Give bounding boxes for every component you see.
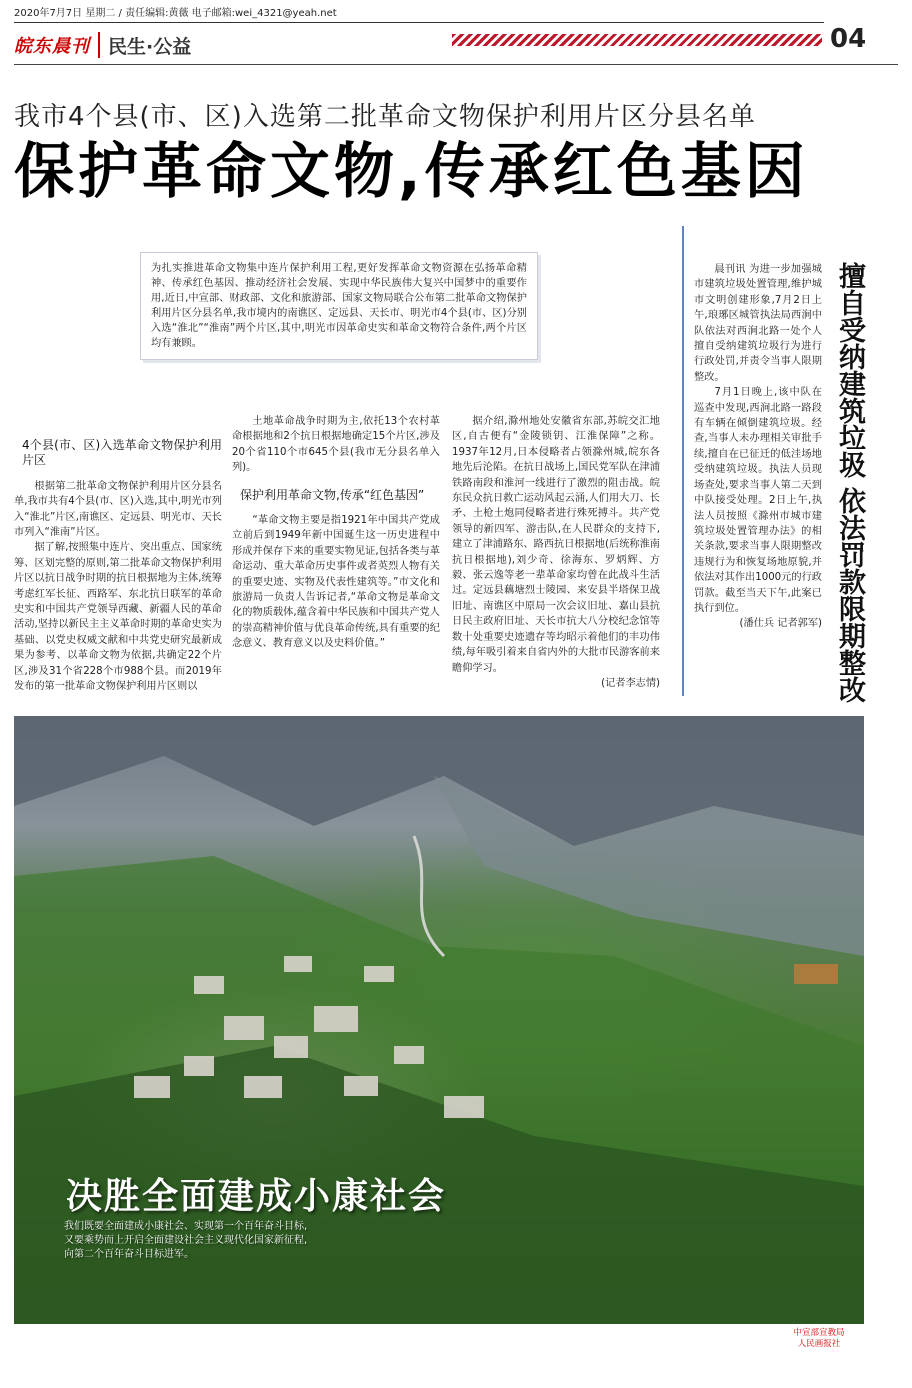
sidebar-divider xyxy=(682,226,684,696)
top-divider xyxy=(14,22,824,23)
paper-name: 皖东晨刊 xyxy=(14,36,90,57)
column-1-paragraph: 根据第二批革命文物保护利用片区分县名单,我市共有4个县(市、区)入选,其中,明光市列入“淮北”片区,南谯区、定远县、明光市、天长市列入“淮南”片区。 xyxy=(14,480,222,539)
photo-caption xyxy=(64,1220,364,1262)
issue-meta: 2020年7月7日 星期二 / 责任编辑:黄薇 电子邮箱:wei_4321@yeah.net xyxy=(14,8,337,19)
article-subhead: 我市4个县(市、区)入选第二批革命文物保护利用片区分县名单 xyxy=(14,102,756,132)
photo-credit-line: 人民画报社 xyxy=(797,1339,841,1349)
column-1-heading: 4个县(市、区)入选革命文物保护利用片区 xyxy=(22,438,222,468)
article-headline: 保护革命文物,传承红色基因 xyxy=(14,137,809,207)
sidebar-story xyxy=(694,262,822,682)
masthead-separator xyxy=(98,32,100,58)
article-column-2 xyxy=(232,414,440,714)
sidebar-headline: 擅自受纳建筑垃圾 依法罚款限期整改 xyxy=(834,262,865,704)
sidebar-paragraph: 晨刊讯 为进一步加强城市建筑垃圾处置管理,维护城市文明创建形象,7月2日上午,琅琊区城管执法局西涧中队依法对西涧北路一处个人擅自受纳建筑垃圾行为进行行政处罚,并责令当事人限期整改。 xyxy=(694,264,822,383)
column-2-paragraph: 土地革命战争时期为主,依托13个农村革命根据地和2个抗日根据地确定15个片区,涉及20个省110个市645个县(我市无分县名单入列)。 xyxy=(232,416,440,474)
masthead xyxy=(14,28,191,62)
column-2-heading: 保护利用革命文物,传承“红色基因” xyxy=(240,487,425,502)
sidebar-byline: (潘仕兵 记者郭军) xyxy=(739,618,822,630)
masthead-stripe-bar xyxy=(452,34,822,46)
photo-credit-line: 中宣部宣教局 xyxy=(793,1328,845,1338)
photo-caption-line: 我们既要全面建成小康社会、实现第一个百年奋斗目标, xyxy=(64,1221,308,1232)
section-name: 民生·公益 xyxy=(108,35,192,58)
article-lead: 为扎实推进革命文物集中连片保护利用工程,更好发挥革命文物资源在弘扬革命精神、传承红色基因、推动经济社会发展、实现中华民族伟大复兴中国梦中的重要作用,近日,中宣部、财政部、文化和旅游部、国家文物局联合公布第二批革命文物保护利用片区分县名单,我市境内的南谯区、定远县、天长市、明光市4个县(市、区)分别入选“淮北”“淮南”两个片区,其中,明光市因革命史实和革命文物符合条件,两个片区均有兼顾。 xyxy=(140,252,538,360)
photo-caption-line: 向第二个百年奋斗目标进军。 xyxy=(64,1249,194,1260)
column-3-paragraph: 据介绍,滁州地处安徽省东部,苏皖交汇地区,自古便有“金陵锁钥、江淮保障”之称。1937年12月,日本侵略者占领滁州城,皖东各地先后沦陷。在抗日战场上,国民党军队在津浦铁路南段和淮河一线进行了激烈的阻击战。皖东民众抗日救亡运动风起云涌,人们用大刀、长矛、土枪土炮同侵略者进行殊死搏斗。共产党领导的新四军、游击队,在人民群众的支持下,建立了津浦路东、路西抗日根据地(后统称淮南抗日根据地),刘少奇、徐海东、罗炳辉、方毅、张云逸等老一辈革命家均曾在此战斗生活过。定远县藕塘烈士陵园、来安县半塔保卫战旧址、南谯区中原局一次会议旧址、嘉山县抗日民主政府旧址、天长市抗大八分校纪念馆等数十处重要史迹遗存等均昭示着他们的丰功伟绩,每年吸引着来自省内外的大批市民游客前来瞻仰学习。 xyxy=(452,416,660,674)
column-2-paragraph: “革命文物主要是指1921年中国共产党成立前后到1949年新中国诞生这一历史进程中形成并保存下来的重要实物见证,包括各类与革命运动、重大革命历史事件或者英烈人物有关的重要史迹、实物及代表性建筑等。”市文化和旅游局一负责人告诉记者,“革命文物是革命文化的物质载体,蕴含着中华民族和中国共产党人的崇高精神价值与优良革命传统,具有重要的纪念意义、教育意义以及史料价值。” xyxy=(232,515,440,650)
article-column-1 xyxy=(14,426,222,714)
landscape-photo xyxy=(14,716,864,1324)
column-3-byline: (记者李志情) xyxy=(601,677,660,689)
photo-title: 决胜全面建成小康社会 xyxy=(66,1175,447,1217)
photo-caption-line: 又要乘势而上开启全面建设社会主义现代化国家新征程, xyxy=(64,1235,308,1246)
photo-credit xyxy=(774,1328,864,1350)
article-column-3 xyxy=(452,414,660,704)
mountain-road xyxy=(414,836,444,956)
column-1-paragraph: 据了解,按照集中连片、突出重点、国家统筹、区划完整的原则,第二批革命文物保护利用片区以抗日战争时期的抗日根据地为主体,统筹考虑红军长征、西路军、东北抗日联军的革命史实和中国共产党领导西藏、新疆人民的革命活动,坚持以新民主主义革命时期的革命史实为基础、以党史权威文献和中共党史研究最新成果为参考、以革命文物为依据,共确定22个片区,涉及31个省228个市988个县。而2019年发布的第一批革命文物保护利用片区则以 xyxy=(14,542,222,693)
masthead-divider xyxy=(14,64,898,65)
page-number: 04 xyxy=(830,24,867,54)
sidebar-paragraph: 7月1日晚上,该中队在巡查中发现,西涧北路一路段有车辆在倾倒建筑垃圾。经查,当事人未办理相关审批手续,擅自在已征迁的低洼场地受纳建筑垃圾。执法人员现场查处,要求当事人第二天到中队接受处理。2日上午,执法人员按照《滁州市城市建筑垃圾处置管理办法》的相关条款,要求当事人限期整改违规行为和恢复场地原貌,并依法对其作出1000元的行政罚款。截至当天下午,此案已执行到位。 xyxy=(694,387,822,614)
